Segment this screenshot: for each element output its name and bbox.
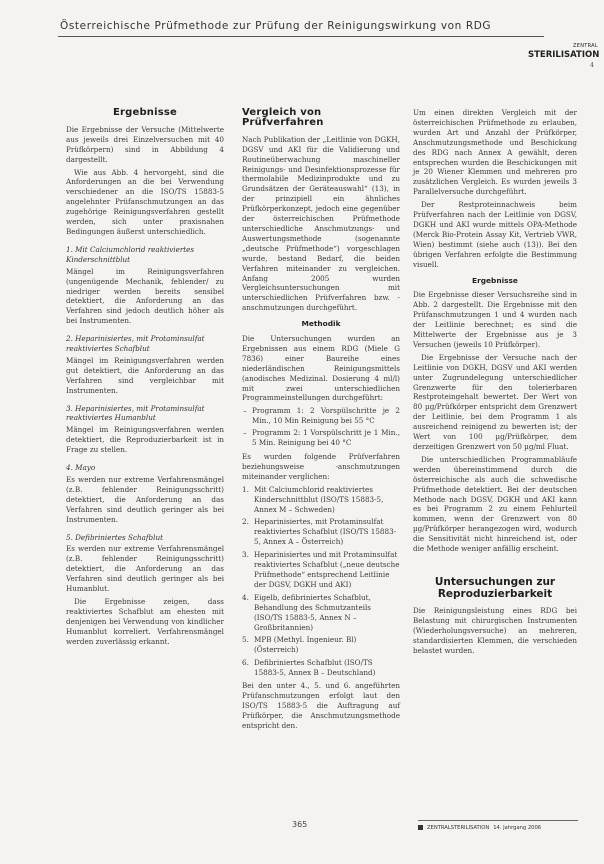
footer-journal-tail: 14. Jahrgang 2006 [493,824,542,831]
section-text: Mängel im Reinigungsverfahren (ungenügende Mechanik, fehlender/ zu niedriger werden bereits sensibel detektiert, die Anforderung an das Verfahren sind jedoch deutlich höher als bei Instrumenten. [66,266,224,326]
section-text: Es werden nur extreme Verfahrensmängel (z.B. fehlender Reinigungsschritt) detektiert, die Anforderung an das Verfahren sind deutlich geringer als bei Humanblut. [66,544,224,594]
page-ref: 4 [590,62,594,69]
method-item: 3. Heparinisiertes und mit Protaminsulfat reaktiviertes Schafblut („neue deutsche Prüfmethode“ entsprechend Leitlinie der DGSV, DGKH und AKI) [242,550,400,589]
logo-main-text: STERILISATION [528,50,600,60]
section-title: 4. Mayo [66,463,96,473]
section-text: Es werden nur extreme Verfahrensmängel (z.B. fehlender Reinigungsschritt) detektiert, die Anforderung an das Verfahren sind deutlich geringer als bei Instrumenten. [66,475,224,524]
col3-results-text: Die Ergebnisse dieser Versuchsreihe sind in Abb. 2 dargestellt. Die Ergebnisse mit den Prüfanschmutzungen 1 und 4 wurden nach der Leitlinie berechnet; es sind die Mittelwerte der Ergebnisse aus je 3 Versuchen (jeweils 10 Prüfkörper). [413,290,577,349]
section-title: 2. Heparinisiertes, mit Protaminsulfat reaktiviertes Schafblut [66,334,205,354]
program-list [242,406,400,448]
reproducibility-heading: Untersuchungen zur Reproduzierbarkeit [434,575,556,600]
list-intro: Es wurden folgende Prüfverfahren beziehungsweise -anschmutzungen miteinander verglichen: [242,452,400,481]
section-title: 1. Mit Calciumchlorid reaktiviertes Kinderschnittblut [66,244,195,264]
comparison-heading: Vergleich von Prüfverfahren [242,107,324,128]
journal-footer [418,820,578,833]
section-text: Mängel im Reinigungsverfahren werden detektiert, die Reproduzierbarkeit ist in Frage zu stellen. [66,425,224,455]
header-rule [58,36,544,37]
column-2 [242,108,400,734]
method-text: Die Untersuchungen wurden an Ergebnissen aus einem RDG (Miele G 7836) einer Baureihe eines niederländischen Reinigungsmittels (anodisches Medizinal. Dosierung 4 ml/l) mit zwei unterschiedlichen Programmeinstellungen durchgeführt: [242,334,400,403]
col3-intro: Um einen direkten Vergleich mit der österreichischen Prüfmethode zu erlauben, wurden Art und Anzahl der Prüfkörper, Anschmutzungsmethode und Beschickung des RDG nach Annex A gewählt, deren entsprechen wurden die Beschickungen mit je 20 Wiener Klemmen und mehreren pro zusätzlichen Vergleich. Es wurden jeweils 3 Parallelversuche durchgeführt. [413,108,577,197]
footer-journal: ZENTRALSTERILISATION [427,824,490,831]
results-intro: Die Ergebnisse der Versuche (Mittelwerte aus jeweils drei Einzelversuchen mit 40 Prüfkörpern) sind in Abbildung 4 dargestellt. [66,124,224,164]
column-3 [413,108,577,659]
comparison-closing: Bei den unter 4., 5. und 6. angeführten Prüfanschmutzungen erfolgt laut den ISO/TS 15883-5 die Auftragung auf Prüfkörper, die Anschmutzungsmethode entspricht den. [242,681,400,730]
method-item: 4. Eigelb, defibriniertes Schafblut, Behandlung des Schmutzanteils (ISO/TS 15883-5, Annex N – Großbritannien) [242,592,371,632]
logo-small-text: ZENTRAL [573,43,598,49]
comparison-intro: Nach Publikation der „Leitlinie von DGKH, DGSV und AKI für die Validierung und Routineüberwachung maschineller Reinigungs- und Desinfektionsprozesse für thermolabile Medizinprodukte und zu Grundsätzen der Geräteauswahl“ (13), in der prinzipiell ein ähnliches Prüfkörperkonzept, jedoch eine gegenüber der österreichischen Prüfmethode unterschiedliche Anschmutzungs- und Auswertungsmethode (sogenannte „deutsche Prüfmethode“) vorgeschlagen wurde, bestand Bedarf, die beiden Verfahren miteinander zu vergleichen. Anfang 2005 wurden Vergleichsuntersuchungen mit unterschiedlichen Prüfverfahren bzw. -anschmutzungen durchgeführt. [242,134,400,313]
program-item: – Programm 2: 1 Vorspülschritt je 1 Min., 5 Min. Reinigung bei 40 °C [242,428,400,448]
method-item: 1. Mit Calciumchlorid reaktiviertes Kinderschnittblut (ISO/TS 15883-5, Annex M – Schweden) [242,484,384,514]
program-item: – Programm 1: 2 Vorspülschritte je 2 Min., 10 Min Reinigung bei 55 °C [242,406,400,426]
results-closing: Die Ergebnisse zeigen, dass reaktiviertes Schafblut am ehesten mit denjenigen bei Verwendung von kindlicher Humanblut korreliert. Verfahrensmängel werden zuverlässig erkannt. [66,596,224,646]
results-subheading: Ergebnisse [472,275,518,285]
section-title: 5. Defibriniertes Schafblut [66,532,163,542]
col3-results-text-3: Die unterschiedlichen Programmabläufe werden übereinstimmend durch die österreichische als auch die schwedische Prüfmethode detektiert. Bei der deutschen Methode nach DGSV, DGKH und AKI kann es bei Programm 2 zu einem Fehlurteil kommen, wenn der Grenzwert von 80 µg/Prüfkörper herangezogen wird, wodurch die Sensitivität nicht hinreichend ist, oder die Methode weniger anfällig erscheint. [413,454,577,554]
method-item: 6. Defibriniertes Schafblut (ISO/TS 15883-5, Annex B – Deutschland) [242,658,376,678]
col3-intro-2: Der Restproteinnachweis beim Prüfverfahren nach der Leitlinie von DGSV, DGKH und AKI wurde mittels OPA-Methode (Merck Bio-Protein Assay Kit, Vertrieb VWR, Wien) bestimmt (siehe auch (13)). Bei den übrigen Verfahren erfolgte die Bestimmung visuell. [413,200,577,269]
method-list [242,485,400,678]
section-text: Mängel im Reinigungsverfahren werden gut detektiert, die Anforderung an das Verfahren sind vergleichbar mit Instrumenten. [66,355,224,395]
method-heading: Methodik [301,319,341,329]
running-title: Österreichische Prüfmethode zur Prüfung der Reinigungswirkung von RDG [60,20,492,32]
method-item: 2. Heparinisiertes, mit Protaminsulfat reaktiviertes Schafblut (ISO/TS 15883-5, Annex A – Österreich) [242,517,397,547]
column-1 [66,108,224,650]
journal-logo [528,42,598,60]
results-heading: Ergebnisse [112,107,178,118]
page-number: 365 [292,820,308,829]
results-intro-2: Wie aus Abb. 4 hervorgeht, sind die Anforderungen an die bei Verwendung verschiedener an die ISO/TS 15883-5 angelehnter Prüfanschmutzungen an das zugehörige Reinigungsverfahren gestellt werden, sich unter praxisnahen Bedingungen äußerst unterschiedlich. [66,167,224,236]
footer-square-icon [418,825,423,830]
col3-closing: Die Reinigungsleistung eines RDG bei Belastung mit chirurgischen Instrumenten (Wiederholungsversuche) an mehreren, standardisierten Klemmen, die verschieden belastet wurden. [413,605,577,655]
section-title: 3. Heparinisiertes, mit Protaminsulfat reaktiviertes Humanblut [66,403,205,423]
col3-results-text-2: Die Ergebnisse der Versuche nach der Leitlinie von DGKH, DGSV und AKI werden unter Zugrundelegung unterschiedlicher Grenzwerte für den tolerierbaren Restproteingehalt bewertet. Der Wert von 80 µg/Prüfkörper entspricht dem Grenzwert der Leitlinie, bei dem Programm 1 als ausreichend reinigend zu bewerten ist; der Wert von 100 µg/Prüfkörper, dem derzeitigen Grenzwert von 50 µg/ml Fluat. [413,352,577,451]
method-item: 5. MPB (Methyl. Ingenieur. Bl) (Österreich) [242,635,357,655]
